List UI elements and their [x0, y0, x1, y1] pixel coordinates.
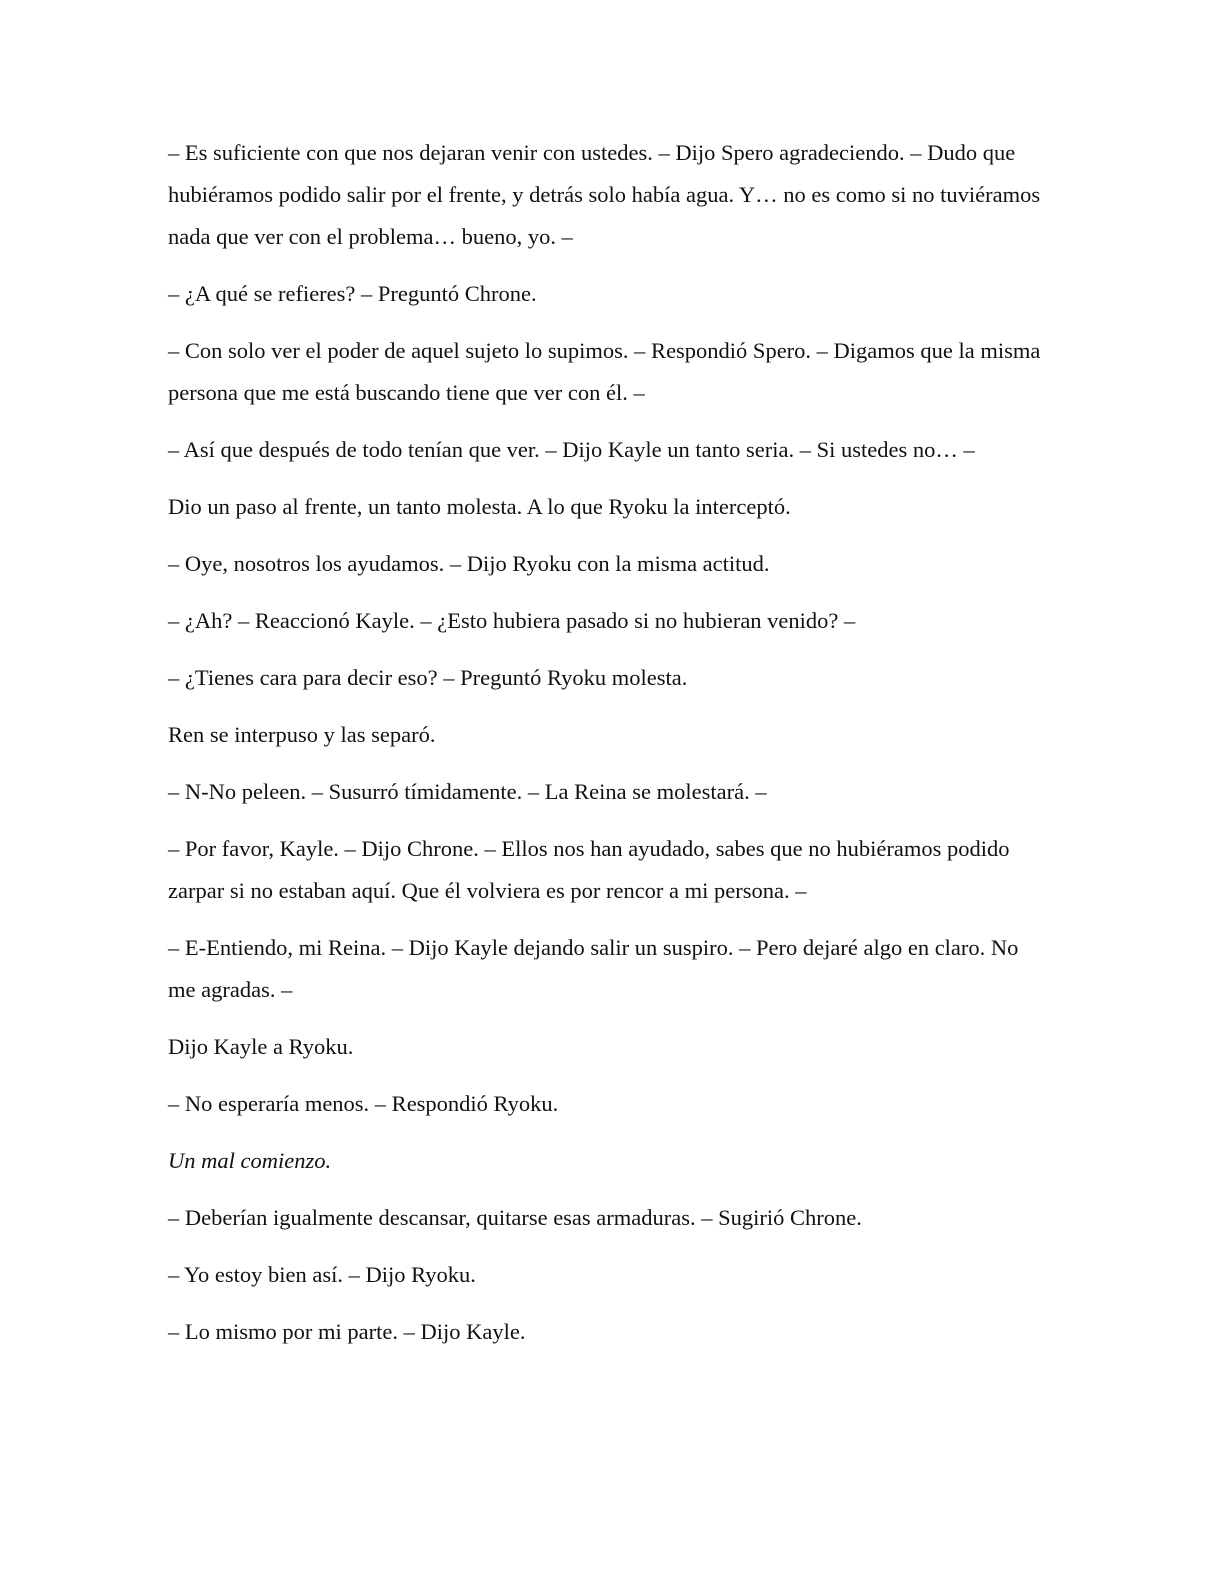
paragraph-3: – Con solo ver el poder de aquel sujeto lo supimos. – Respondió Spero. – Digamos que la misma persona que me está buscando tiene que ver con él. –	[168, 338, 1041, 405]
paragraph-15-italic: Un mal comienzo.	[168, 1148, 332, 1173]
paragraph-1: – Es suficiente con que nos dejaran venir con ustedes. – Dijo Spero agradeciendo. – Dudo que hubiéramos podido salir por el frente, y detrás solo había agua. Y… no es como si no tuviéramos nada que ver con el problema… bueno, yo. –	[168, 140, 1041, 249]
paragraph-7: – ¿Ah? – Reaccionó Kayle. – ¿Esto hubiera pasado si no hubieran venido? –	[168, 608, 856, 633]
paragraph-13: Dijo Kayle a Ryoku.	[168, 1034, 354, 1059]
paragraph-5: Dio un paso al frente, un tanto molesta. A lo que Ryoku la interceptó.	[168, 494, 791, 519]
paragraph-8: – ¿Tienes cara para decir eso? – Preguntó Ryoku molesta.	[168, 665, 688, 690]
paragraph-9: Ren se interpuso y las separó.	[168, 722, 436, 747]
paragraph-2: – ¿A qué se refieres? – Preguntó Chrone.	[168, 281, 537, 306]
paragraph-10: – N-No peleen. – Susurró tímidamente. – La Reina se molestará. –	[168, 779, 767, 804]
paragraph-14: – No esperaría menos. – Respondió Ryoku.	[168, 1091, 559, 1116]
paragraph-17: – Yo estoy bien así. – Dijo Ryoku.	[168, 1262, 476, 1287]
paragraph-12: – E-Entiendo, mi Reina. – Dijo Kayle dejando salir un suspiro. – Pero dejaré algo en claro. No me agradas. –	[168, 935, 1019, 1002]
paragraph-4: – Así que después de todo tenían que ver. – Dijo Kayle un tanto seria. – Si ustedes no… –	[168, 437, 975, 462]
document-page	[168, 132, 1048, 1368]
paragraph-6: – Oye, nosotros los ayudamos. – Dijo Ryoku con la misma actitud.	[168, 551, 770, 576]
paragraph-18: – Lo mismo por mi parte. – Dijo Kayle.	[168, 1319, 526, 1344]
paragraph-11: – Por favor, Kayle. – Dijo Chrone. – Ellos nos han ayudado, sabes que no hubiéramos podido zarpar si no estaban aquí. Que él volviera es por rencor a mi persona. –	[168, 836, 1010, 903]
paragraph-16: – Deberían igualmente descansar, quitarse esas armaduras. – Sugirió Chrone.	[168, 1205, 862, 1230]
